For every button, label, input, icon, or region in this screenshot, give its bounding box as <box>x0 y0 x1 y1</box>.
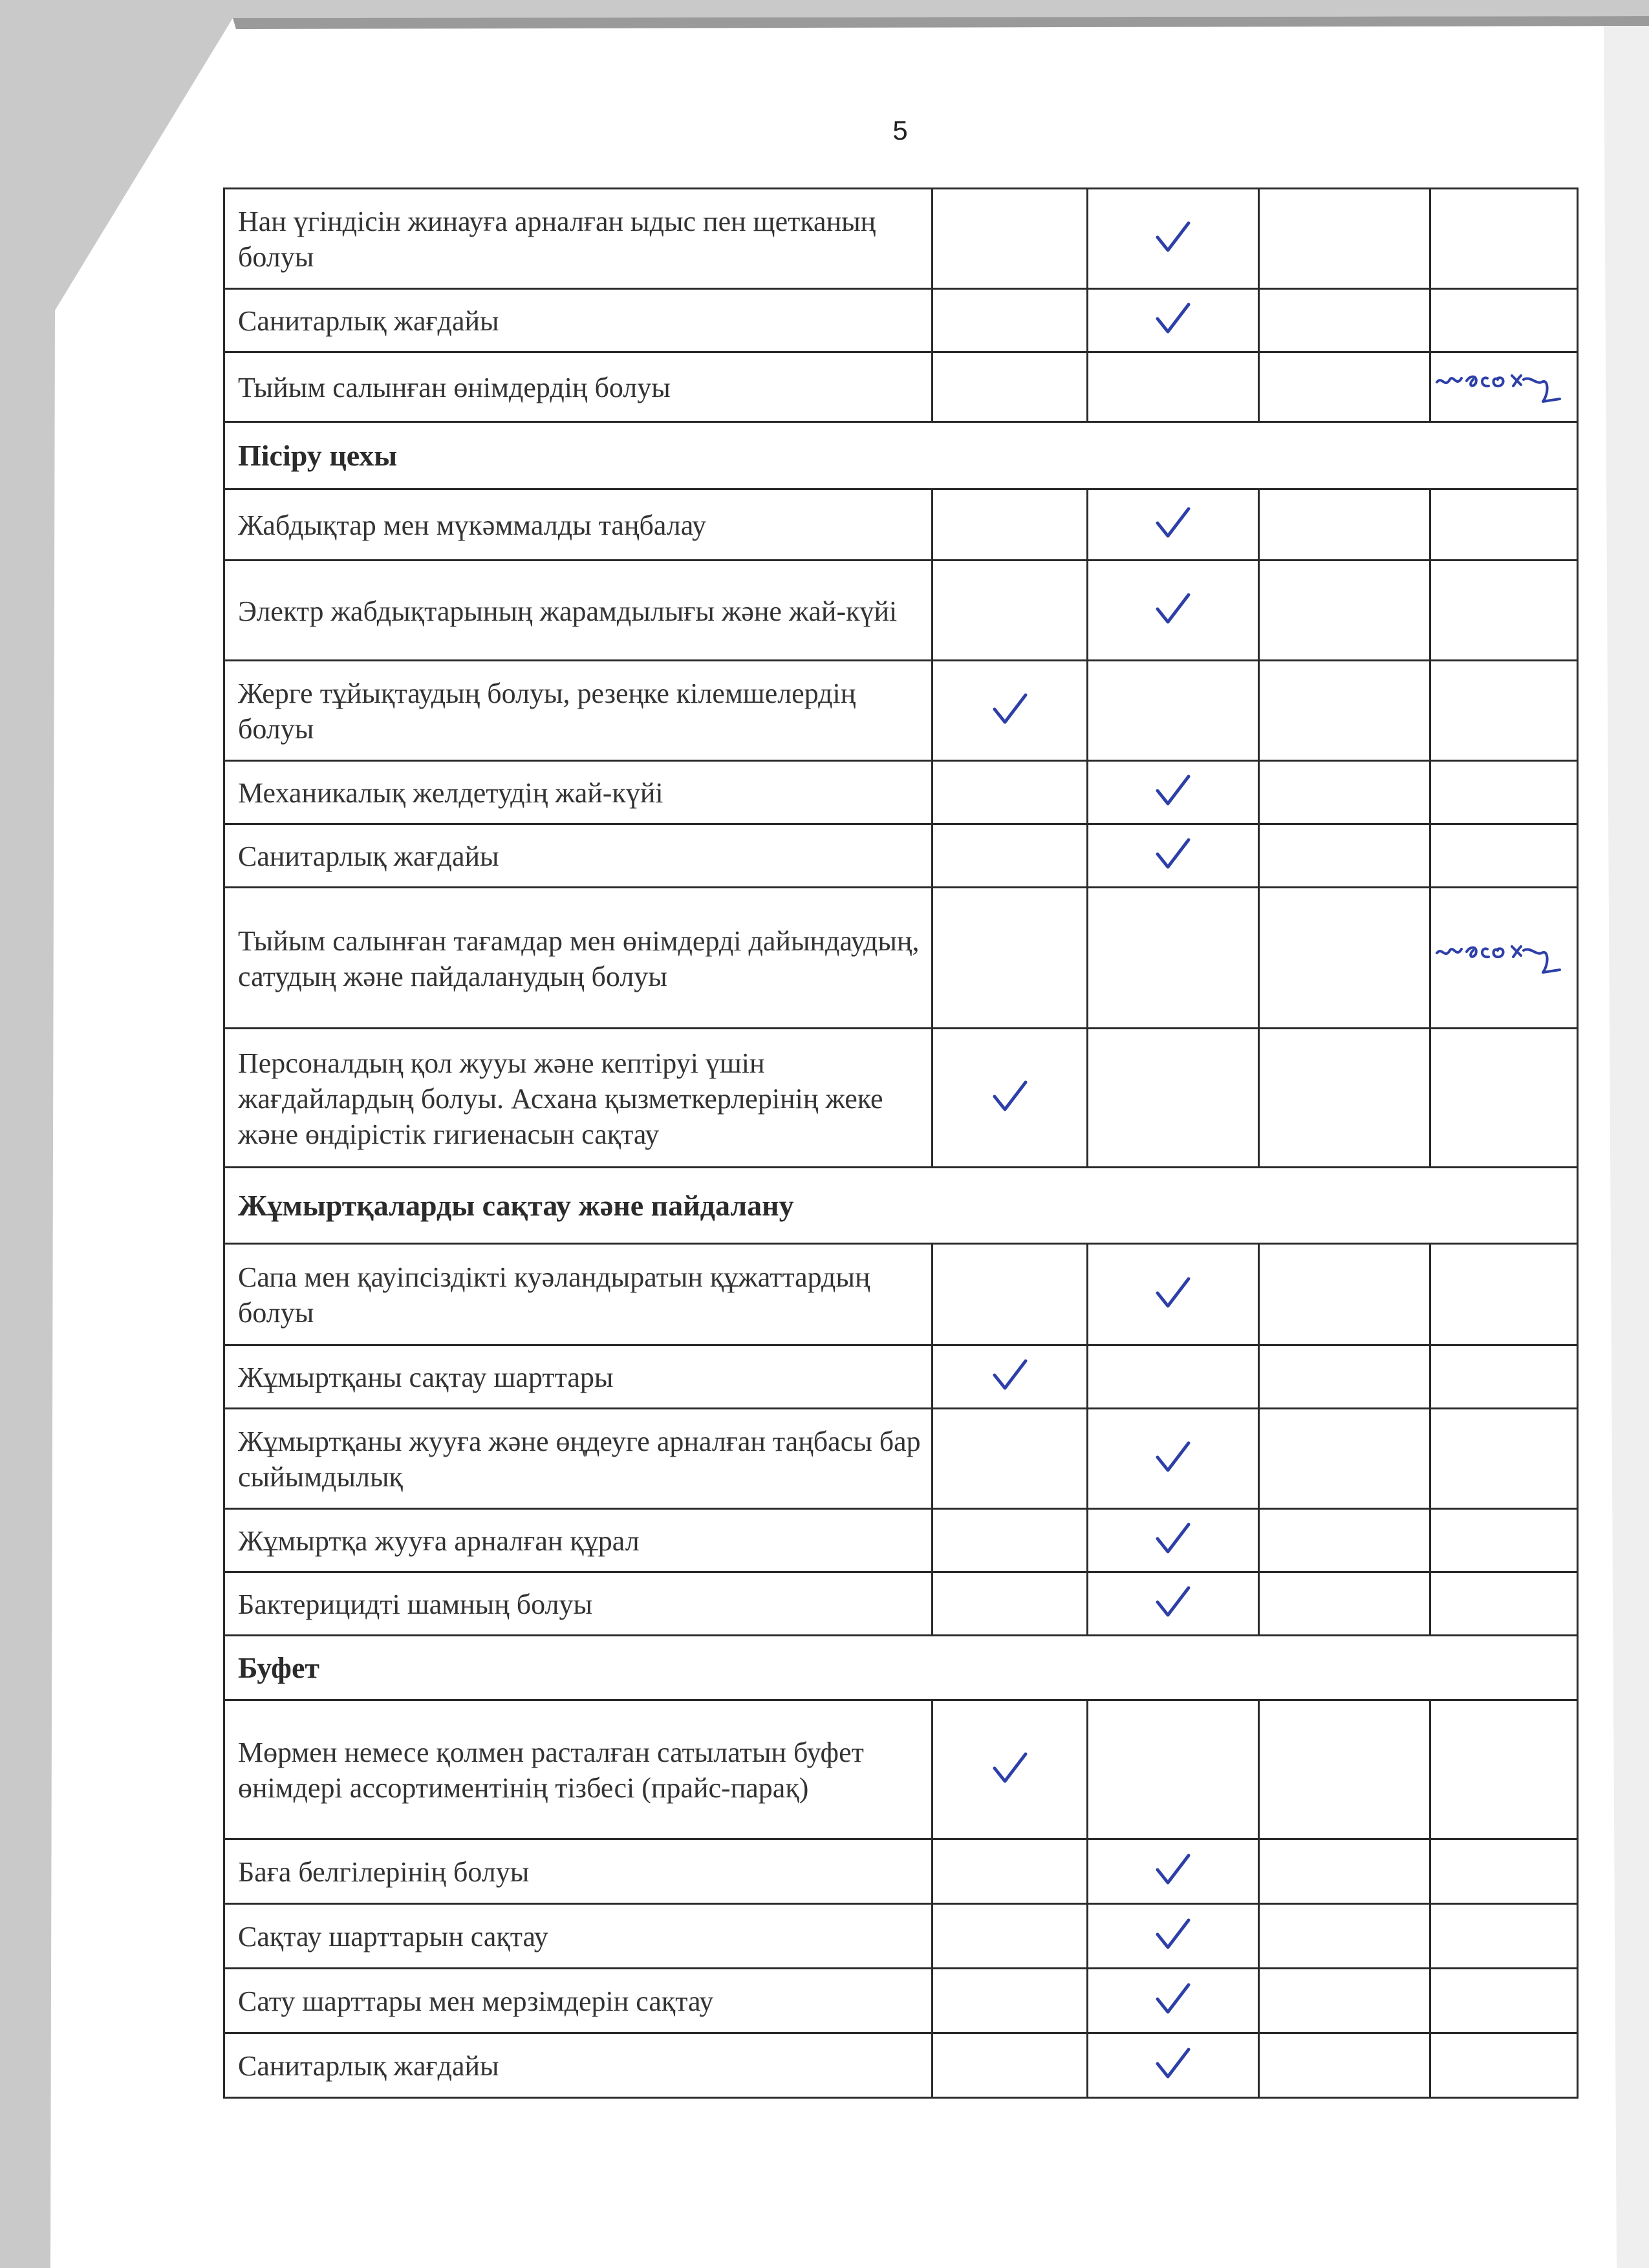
assessment-cell-2 <box>1088 824 1259 888</box>
assessment-cell-2 <box>1088 1904 1259 1969</box>
assessment-cell-1 <box>932 1029 1088 1168</box>
criterion-label: Механикалық желдетудің жай-күйі <box>224 761 932 824</box>
checklist-row <box>224 352 1578 422</box>
criterion-label: Жұмыртқаны сақтау шарттары <box>224 1345 932 1409</box>
assessment-cell-1 <box>932 824 1088 888</box>
assessment-cell-2 <box>1088 888 1259 1029</box>
assessment-cell-4 <box>1430 1969 1578 2033</box>
assessment-cell-4 <box>1430 289 1578 352</box>
checklist-row <box>224 1839 1578 1904</box>
assessment-cell-1 <box>932 289 1088 352</box>
assessment-cell-1 <box>932 489 1088 561</box>
checklist-row <box>224 489 1578 561</box>
criterion-label: Сату шарттары мен мерзімдерін сақтау <box>224 1969 932 2033</box>
check-mark-icon <box>1155 774 1191 808</box>
handwritten-note <box>1433 927 1575 985</box>
assessment-cell-3 <box>1259 1572 1430 1636</box>
check-mark-icon <box>1155 1982 1191 2016</box>
assessment-cell-2 <box>1088 1969 1259 2033</box>
assessment-cell-3 <box>1259 1029 1430 1168</box>
assessment-cell-4 <box>1430 1409 1578 1509</box>
assessment-cell-4 <box>1430 1244 1578 1345</box>
assessment-cell-2 <box>1088 761 1259 824</box>
section-title: Жұмыртқаларды сақтау және пайдалану <box>224 1168 1578 1244</box>
criterion-label: Жұмыртқа жууға арналған құрал <box>224 1509 932 1572</box>
assessment-cell-2 <box>1088 1345 1259 1409</box>
assessment-cell-4 <box>1430 1029 1578 1168</box>
assessment-cell-2 <box>1088 489 1259 561</box>
assessment-cell-3 <box>1259 1244 1430 1345</box>
assessment-cell-3 <box>1259 289 1430 352</box>
section-header-row <box>224 1168 1578 1244</box>
checklist-row <box>224 824 1578 888</box>
criterion-label: Жұмыртқаны жууға және өңдеуге арналған таңбасы бар сыйымдылық <box>224 1409 932 1509</box>
assessment-cell-2 <box>1088 1572 1259 1636</box>
assessment-cell-3 <box>1259 1700 1430 1839</box>
assessment-cell-1 <box>932 1700 1088 1839</box>
inspection-checklist-table <box>223 187 1579 2099</box>
criterion-label: Бактерицидті шамның болуы <box>224 1572 932 1636</box>
assessment-cell-3 <box>1259 189 1430 289</box>
assessment-cell-4 <box>1430 352 1578 422</box>
assessment-cell-3 <box>1259 1409 1430 1509</box>
assessment-cell-2 <box>1088 1839 1259 1904</box>
assessment-cell-2 <box>1088 1244 1259 1345</box>
handwritten-note-text <box>1575 356 1576 357</box>
criterion-label: Тыйым салынған өнімдердің болуы <box>224 352 932 422</box>
assessment-cell-1 <box>932 1572 1088 1636</box>
assessment-cell-3 <box>1259 2033 1430 2098</box>
handwritten-note <box>1433 356 1575 414</box>
assessment-cell-3 <box>1259 352 1430 422</box>
check-mark-icon <box>1155 2047 1191 2081</box>
checklist-row <box>224 189 1578 289</box>
assessment-cell-4 <box>1430 1572 1578 1636</box>
assessment-cell-2 <box>1088 1409 1259 1509</box>
checklist-row <box>224 1409 1578 1509</box>
assessment-cell-4 <box>1430 1904 1578 1969</box>
check-mark-icon <box>1155 1918 1191 1951</box>
check-mark-icon <box>1155 506 1191 540</box>
assessment-cell-2 <box>1088 289 1259 352</box>
assessment-cell-1 <box>932 1244 1088 1345</box>
check-mark-icon <box>992 1080 1028 1113</box>
check-mark-icon <box>1155 592 1191 626</box>
assessment-cell-4 <box>1430 761 1578 824</box>
checklist-row <box>224 1572 1578 1636</box>
handwritten-note-text <box>1575 927 1576 928</box>
checklist-row <box>224 289 1578 352</box>
assessment-cell-3 <box>1259 1904 1430 1969</box>
assessment-cell-1 <box>932 1969 1088 2033</box>
assessment-cell-3 <box>1259 888 1430 1029</box>
assessment-cell-3 <box>1259 561 1430 661</box>
checklist-row <box>224 561 1578 661</box>
assessment-cell-4 <box>1430 661 1578 761</box>
check-mark-icon <box>1155 220 1191 254</box>
assessment-cell-3 <box>1259 824 1430 888</box>
assessment-cell-4 <box>1430 1509 1578 1572</box>
criterion-label: Тыйым салынған тағамдар мен өнімдерді дайындаудың, сатудың және пайдаланудың болуы <box>224 888 932 1029</box>
checklist-row <box>224 1904 1578 1969</box>
criterion-label: Персоналдың қол жууы және кептіруі үшін жағдайлардың болуы. Асхана қызметкерлерінің жеке және өндірістік гигиенасын сақтау <box>224 1029 932 1168</box>
assessment-cell-2 <box>1088 1509 1259 1572</box>
check-mark-icon <box>1155 1440 1191 1474</box>
check-mark-icon <box>1155 837 1191 871</box>
assessment-cell-3 <box>1259 761 1430 824</box>
assessment-cell-3 <box>1259 661 1430 761</box>
checklist-row <box>224 761 1578 824</box>
assessment-cell-2 <box>1088 352 1259 422</box>
assessment-cell-2 <box>1088 1700 1259 1839</box>
checklist-row <box>224 1244 1578 1345</box>
assessment-cell-3 <box>1259 1969 1430 2033</box>
assessment-cell-3 <box>1259 1345 1430 1409</box>
criterion-label: Жерге тұйықтаудың болуы, резеңке кілемшелердің болуы <box>224 661 932 761</box>
checklist-row <box>224 888 1578 1029</box>
checklist-row <box>224 1969 1578 2033</box>
assessment-cell-4 <box>1430 561 1578 661</box>
checklist-row <box>224 2033 1578 2098</box>
check-mark-icon <box>1155 1276 1191 1310</box>
assessment-cell-4 <box>1430 489 1578 561</box>
checklist-row <box>224 661 1578 761</box>
assessment-cell-4 <box>1430 1700 1578 1839</box>
section-title: Пісіру цехы <box>224 422 1578 489</box>
assessment-cell-3 <box>1259 1509 1430 1572</box>
assessment-cell-2 <box>1088 661 1259 761</box>
check-mark-icon <box>1155 1585 1191 1619</box>
section-title: Буфет <box>224 1636 1578 1700</box>
assessment-cell-1 <box>932 352 1088 422</box>
check-mark-icon <box>992 1358 1028 1392</box>
criterion-label: Сапа мен қауіпсіздікті куәландыратын құжаттардың болуы <box>224 1244 932 1345</box>
assessment-cell-1 <box>932 661 1088 761</box>
assessment-cell-2 <box>1088 2033 1259 2098</box>
criterion-label: Санитарлық жағдайы <box>224 2033 932 2098</box>
assessment-cell-4 <box>1430 1345 1578 1409</box>
checklist-row <box>224 1029 1578 1168</box>
assessment-cell-2 <box>1088 1029 1259 1168</box>
criterion-label: Мөрмен немесе қолмен расталған сатылатын буфет өнімдері ассортиментінің тізбесі (прайс-парақ) <box>224 1700 932 1839</box>
assessment-cell-1 <box>932 2033 1088 2098</box>
check-mark-icon <box>1155 302 1191 336</box>
assessment-cell-1 <box>932 1409 1088 1509</box>
assessment-cell-2 <box>1088 561 1259 661</box>
checklist-row <box>224 1345 1578 1409</box>
assessment-cell-1 <box>932 561 1088 661</box>
assessment-cell-3 <box>1259 489 1430 561</box>
assessment-cell-4 <box>1430 888 1578 1029</box>
assessment-cell-4 <box>1430 1839 1578 1904</box>
assessment-cell-1 <box>932 1904 1088 1969</box>
assessment-cell-1 <box>932 189 1088 289</box>
criterion-label: Баға белгілерінің болуы <box>224 1839 932 1904</box>
assessment-cell-4 <box>1430 189 1578 289</box>
criterion-label: Электр жабдықтарының жарамдылығы және жай-күйі <box>224 561 932 661</box>
criterion-label: Жабдықтар мен мүкәммалды таңбалау <box>224 489 932 561</box>
section-header-row <box>224 1636 1578 1700</box>
check-mark-icon <box>992 1751 1028 1785</box>
assessment-cell-3 <box>1259 1839 1430 1904</box>
assessment-cell-1 <box>932 1839 1088 1904</box>
assessment-cell-1 <box>932 888 1088 1029</box>
assessment-cell-1 <box>932 1345 1088 1409</box>
assessment-cell-2 <box>1088 189 1259 289</box>
check-mark-icon <box>992 692 1028 726</box>
assessment-cell-1 <box>932 761 1088 824</box>
page-number: 5 <box>892 115 908 145</box>
criterion-label: Нан үгіндісін жинауға арналған ыдыс пен щетканың болуы <box>224 189 932 289</box>
check-mark-icon <box>1155 1522 1191 1556</box>
criterion-label: Санитарлық жағдайы <box>224 289 932 352</box>
assessment-cell-4 <box>1430 2033 1578 2098</box>
section-header-row <box>224 422 1578 489</box>
checklist-row <box>224 1509 1578 1572</box>
assessment-cell-4 <box>1430 824 1578 888</box>
criterion-label: Сақтау шарттарын сақтау <box>224 1904 932 1969</box>
assessment-cell-1 <box>932 1509 1088 1572</box>
criterion-label: Санитарлық жағдайы <box>224 824 932 888</box>
checklist-row <box>224 1700 1578 1839</box>
check-mark-icon <box>1155 1853 1191 1887</box>
